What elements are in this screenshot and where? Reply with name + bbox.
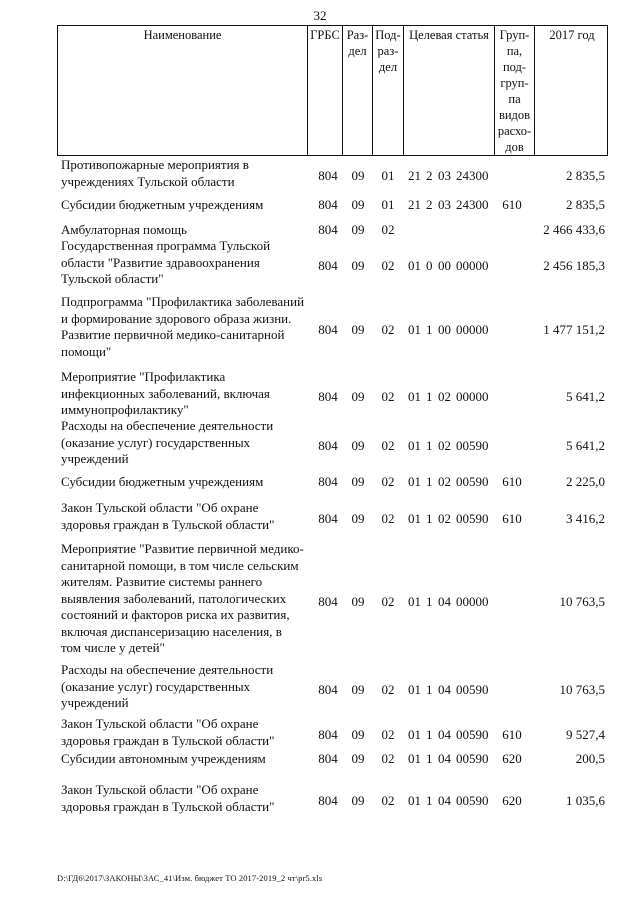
row-cs-event: 02 — [438, 389, 451, 404]
row-razdel: 09 — [351, 594, 365, 609]
row-name-line: Амбулаторная помощь — [61, 222, 187, 237]
row-grbs: 804 — [318, 168, 338, 183]
table-row — [0, 294, 640, 360]
row-cs-subprogram: 2 — [426, 197, 433, 212]
row-name-line: (оказание услуг) государственных — [61, 434, 251, 450]
row-name — [61, 222, 306, 239]
row-cs-subprogram: 1 — [426, 751, 433, 766]
header-line: видов — [498, 108, 531, 122]
row-cs-subprogram: 2 — [426, 168, 433, 183]
row-cs-subprogram: 1 — [426, 438, 433, 453]
row-name-line: области "Развитие здравоохранения — [61, 254, 260, 270]
row-name-line: Мероприятие "Развитие первичной медико- — [61, 541, 304, 556]
row-razdel: 09 — [351, 474, 365, 489]
row-name — [61, 541, 306, 657]
row-cs-direction: 00590 — [456, 682, 489, 697]
row-cs-program: 21 — [408, 197, 421, 212]
row-name — [61, 418, 306, 468]
header-line: Под- — [375, 28, 401, 42]
row-grbs: 804 — [318, 793, 338, 808]
row-podrazdel: 02 — [381, 438, 395, 453]
row-cs-event: 02 — [438, 474, 451, 489]
row-vid-rashodov: 610 — [502, 197, 522, 212]
row-razdel: 09 — [351, 222, 365, 237]
row-cs-program: 21 — [408, 168, 421, 183]
row-sum-2017: 2 466 433,6 — [543, 222, 605, 237]
row-cs-program: 01 — [408, 682, 421, 697]
row-name-line: том числе у детей" — [61, 640, 165, 655]
row-cs-direction: 24300 — [456, 168, 489, 183]
row-sum-2017: 1 035,6 — [566, 793, 605, 808]
row-name-line: иммунопрофилактику" — [61, 402, 189, 417]
row-razdel: 09 — [351, 322, 365, 337]
row-podrazdel: 02 — [381, 474, 395, 489]
row-sum-2017: 2 835,5 — [566, 168, 605, 183]
table-row — [0, 541, 640, 657]
row-cs-direction: 00590 — [456, 438, 489, 453]
row-name — [61, 782, 306, 815]
row-cs-program: 01 — [408, 258, 421, 273]
row-name-line: Подпрограмма "Профилактика заболеваний — [61, 294, 305, 309]
row-vid-rashodov: 610 — [502, 727, 522, 742]
table-row — [0, 662, 640, 712]
row-cs-subprogram: 1 — [426, 594, 433, 609]
row-sum-2017: 200,5 — [575, 751, 605, 766]
header-line: груп- — [500, 76, 529, 90]
row-cs-program: 01 — [408, 322, 421, 337]
row-razdel: 09 — [351, 793, 365, 808]
row-name-line: здоровья граждан в Тульской области" — [61, 798, 275, 814]
row-sum-2017: 2 835,5 — [566, 197, 605, 212]
row-grbs: 804 — [318, 511, 338, 526]
row-name-line: Противопожарные мероприятия в — [61, 157, 249, 172]
row-grbs: 804 — [318, 258, 338, 273]
header-line: Раз- — [346, 28, 369, 42]
row-name-line: Субсидии автономным учреждениям — [61, 751, 266, 766]
row-name — [61, 662, 306, 712]
row-name-line: жителям. Развитие системы раннего — [61, 574, 263, 589]
header-line: ГРБС — [310, 28, 340, 42]
header-line: Целевая статья — [409, 28, 489, 42]
row-cs-program: 01 — [408, 793, 421, 808]
row-cs-event: 04 — [438, 727, 451, 742]
row-cs-subprogram: 1 — [426, 511, 433, 526]
row-cs-event: 02 — [438, 511, 451, 526]
row-podrazdel: 02 — [381, 389, 395, 404]
row-name — [61, 197, 306, 214]
table-row — [0, 500, 640, 533]
row-cs-direction: 00590 — [456, 727, 489, 742]
row-name — [61, 369, 306, 419]
header-line: дел — [378, 60, 398, 74]
row-cs-direction: 00590 — [456, 474, 489, 489]
row-name-line: и формирование здорового образа жизни. — [61, 310, 292, 326]
row-podrazdel: 02 — [381, 258, 395, 273]
table-row — [0, 222, 640, 239]
row-podrazdel: 01 — [381, 168, 395, 183]
row-sum-2017: 10 763,5 — [559, 682, 605, 697]
row-name-line: учреждений — [61, 695, 129, 710]
row-cs-program: 01 — [408, 594, 421, 609]
row-cs-subprogram: 1 — [426, 682, 433, 697]
row-cs-subprogram: 0 — [426, 258, 433, 273]
row-razdel: 09 — [351, 258, 365, 273]
row-name-line: учреждений — [61, 451, 129, 466]
row-name — [61, 716, 306, 749]
row-name — [61, 474, 306, 491]
row-grbs: 804 — [318, 389, 338, 404]
header-line: 2017 год — [549, 28, 595, 42]
row-cs-direction: 00590 — [456, 793, 489, 808]
row-grbs: 804 — [318, 322, 338, 337]
row-cs-direction: 00000 — [456, 594, 489, 609]
row-razdel: 09 — [351, 438, 365, 453]
row-name-line: Субсидии бюджетным учреждениям — [61, 474, 264, 489]
row-name-line: санитарной помощи, в том числе сельским — [61, 557, 299, 573]
row-sum-2017: 9 527,4 — [566, 727, 605, 742]
row-razdel: 09 — [351, 727, 365, 742]
row-name — [61, 157, 306, 190]
row-cs-subprogram: 1 — [426, 793, 433, 808]
row-cs-event: 04 — [438, 751, 451, 766]
row-grbs: 804 — [318, 594, 338, 609]
row-sum-2017: 1 477 151,2 — [543, 322, 605, 337]
header-line: па — [508, 92, 521, 106]
row-razdel: 09 — [351, 682, 365, 697]
row-sum-2017: 10 763,5 — [559, 594, 605, 609]
row-podrazdel: 02 — [381, 222, 395, 237]
table-row — [0, 716, 640, 749]
row-cs-event: 04 — [438, 793, 451, 808]
row-name-line: Расходы на обеспечение деятельности — [61, 418, 274, 433]
row-podrazdel: 02 — [381, 594, 395, 609]
row-cs-event: 03 — [438, 197, 451, 212]
page-number: 32 — [313, 8, 327, 23]
row-name-line: здоровья граждан в Тульской области" — [61, 516, 275, 532]
table-row — [0, 197, 640, 214]
table-row — [0, 474, 640, 491]
row-podrazdel: 02 — [381, 322, 395, 337]
table-row — [0, 751, 640, 768]
row-cs-subprogram: 1 — [426, 322, 433, 337]
row-name-line: включая диспансеризацию населения, в — [61, 623, 282, 639]
row-cs-subprogram: 1 — [426, 727, 433, 742]
row-grbs: 804 — [318, 682, 338, 697]
row-podrazdel: 02 — [381, 727, 395, 742]
row-name-line: выявления заболеваний, патологических — [61, 590, 287, 606]
table-row — [0, 369, 640, 419]
row-name-line: Расходы на обеспечение деятельности — [61, 662, 274, 677]
header-line: па, — [506, 44, 523, 58]
row-cs-program: 01 — [408, 438, 421, 453]
row-cs-event: 04 — [438, 594, 451, 609]
row-razdel: 09 — [351, 751, 365, 766]
header-line: дел — [348, 44, 367, 58]
row-name-line: Закон Тульской области "Об охране — [61, 500, 259, 515]
row-podrazdel: 02 — [381, 511, 395, 526]
row-name — [61, 500, 306, 533]
row-cs-subprogram: 1 — [426, 389, 433, 404]
row-grbs: 804 — [318, 727, 338, 742]
row-podrazdel: 02 — [381, 793, 395, 808]
row-razdel: 09 — [351, 389, 365, 404]
row-razdel: 09 — [351, 197, 365, 212]
row-name — [61, 294, 306, 360]
row-cs-program: 01 — [408, 727, 421, 742]
header-line: Наименование — [143, 28, 222, 42]
row-sum-2017: 5 641,2 — [566, 438, 605, 453]
row-sum-2017: 5 641,2 — [566, 389, 605, 404]
row-name-line: Закон Тульской области "Об охране — [61, 782, 259, 797]
row-name — [61, 751, 306, 768]
row-cs-program: 01 — [408, 511, 421, 526]
row-razdel: 09 — [351, 168, 365, 183]
row-vid-rashodov: 620 — [502, 751, 522, 766]
table-row — [0, 418, 640, 468]
header-line: раз- — [377, 44, 399, 58]
row-name-line: помощи" — [61, 343, 112, 359]
row-grbs: 804 — [318, 751, 338, 766]
row-name-line: инфекционных заболеваний, включая — [61, 385, 270, 401]
header-line: дов — [505, 140, 524, 154]
row-grbs: 804 — [318, 222, 338, 237]
row-cs-direction: 00000 — [456, 389, 489, 404]
row-cs-direction: 00590 — [456, 751, 489, 766]
header-line: Груп- — [499, 28, 530, 42]
row-name-line: Тульской области" — [61, 271, 164, 286]
header-line: расхо- — [497, 124, 532, 138]
row-podrazdel: 01 — [381, 197, 395, 212]
row-grbs: 804 — [318, 474, 338, 489]
row-cs-direction: 24300 — [456, 197, 489, 212]
row-name-line: Развитие первичной медико-санитарной — [61, 327, 285, 342]
file-path-footer: D:\ГД6\2017\ЗАКОНЫ\ЗАС_41\Изм. бюджет ТО 2017-2019_2 чт\pr5.xls — [57, 873, 323, 883]
row-cs-direction: 00000 — [456, 322, 489, 337]
table-row — [0, 782, 640, 815]
row-name-line: Закон Тульской области "Об охране — [61, 716, 259, 731]
row-cs-direction: 00000 — [456, 258, 489, 273]
row-name-line: здоровья граждан в Тульской области" — [61, 732, 275, 748]
row-name-line: Мероприятие "Профилактика — [61, 369, 226, 384]
row-grbs: 804 — [318, 438, 338, 453]
row-cs-event: 02 — [438, 438, 451, 453]
row-podrazdel: 02 — [381, 751, 395, 766]
row-vid-rashodov: 610 — [502, 474, 522, 489]
row-vid-rashodov: 620 — [502, 793, 522, 808]
row-name-line: Государственная программа Тульской — [61, 238, 271, 253]
row-name-line: учреждениях Тульской области — [61, 173, 235, 189]
row-podrazdel: 02 — [381, 682, 395, 697]
row-cs-program: 01 — [408, 751, 421, 766]
row-grbs: 804 — [318, 197, 338, 212]
row-sum-2017: 2 225,0 — [566, 474, 605, 489]
row-name-line: (оказание услуг) государственных — [61, 678, 251, 694]
table-row — [0, 157, 640, 190]
row-cs-event: 00 — [438, 322, 451, 337]
row-cs-program: 01 — [408, 474, 421, 489]
row-razdel: 09 — [351, 511, 365, 526]
row-cs-event: 00 — [438, 258, 451, 273]
table-row — [0, 238, 640, 288]
row-sum-2017: 3 416,2 — [566, 511, 605, 526]
header-line: под- — [502, 60, 527, 74]
row-cs-direction: 00590 — [456, 511, 489, 526]
row-cs-program: 01 — [408, 389, 421, 404]
row-name-line: Субсидии бюджетным учреждениям — [61, 197, 264, 212]
row-name — [61, 238, 306, 288]
row-cs-subprogram: 1 — [426, 474, 433, 489]
row-name-line: состояний и факторов риска их развития, — [61, 607, 290, 622]
row-cs-event: 04 — [438, 682, 451, 697]
row-vid-rashodov: 610 — [502, 511, 522, 526]
row-sum-2017: 2 456 185,3 — [543, 258, 605, 273]
row-cs-event: 03 — [438, 168, 451, 183]
